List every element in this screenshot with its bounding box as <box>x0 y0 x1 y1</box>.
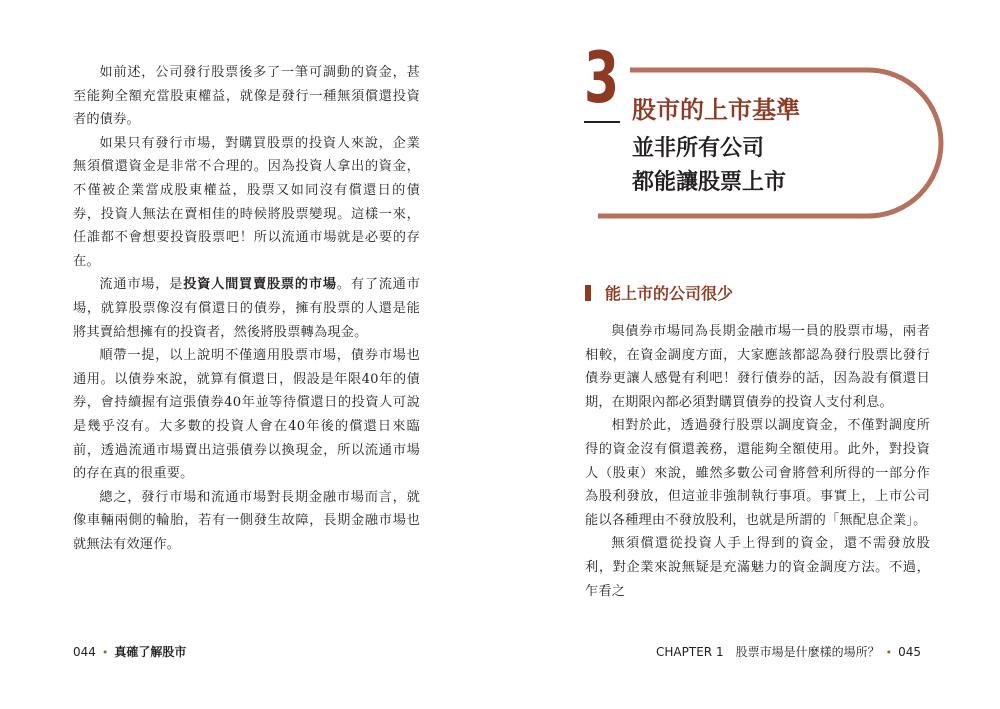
paragraph: 與債券市場同為長期金融市場一員的股票市場，兩者相較，在資金調度方面，大家應該都認為發行股票比發行債券更讓人感覺有利吧！發行債券的話，因為設有償還日期，在期限內都必須對購買債券的投資人支付利息。 <box>585 324 930 410</box>
page-number: 045 <box>898 645 921 659</box>
bullet-icon: • <box>885 646 893 659</box>
chapter-subtitle <box>632 132 786 200</box>
paragraph-lead: 流通市場，是 <box>99 277 184 293</box>
right-body-text <box>585 320 930 603</box>
chapter-number-rule <box>584 121 620 123</box>
page-number: 044 <box>73 645 96 659</box>
section-bar-icon <box>585 285 591 301</box>
paragraph <box>73 273 420 344</box>
section-heading <box>585 283 733 305</box>
section-title: 能上市的公司很少 <box>605 284 734 303</box>
emphasized-text: 投資人間買賣股票的市場 <box>183 277 337 293</box>
paragraph: 總之，發行市場和流通市場對長期金融市場而言，就像車輛兩側的輪胎，若有一側發生故障，長期金融市場也就無法有效運作。 <box>73 489 420 552</box>
paragraph: 如前述，公司發行股票後多了一筆可調動的資金，甚至能夠全額充當股東權益，就像是發行一種無須償還投資者的債券。 <box>73 65 420 128</box>
left-footer <box>73 643 186 660</box>
paragraph-rest: 。有了流通市場，就算股票像沒有償還日的債券，擁有股票的人還是能將其賣給想擁有的投資者，然後將股票轉為現金。 <box>73 277 421 340</box>
chapter-subtitle-line: 並非所有公司 <box>632 136 765 161</box>
paragraph: 如果只有發行市場，對購買股票的投資人來說，企業無須償還資金是非常不合理的。因為投資人拿出的資金，不僅被企業當成股東權益，股票又如同沒有償還日的債券，投資人無法在賣相佳的時候將股票變現。這樣一來，任誰都不會想要投資股票吧！所以流通市場就是必要的存在。 <box>73 135 420 269</box>
left-body-text <box>73 61 420 556</box>
running-chapter: CHAPTER 1 股票市場是什麼樣的場所？ <box>656 645 880 659</box>
chapter-number: 3 <box>584 37 620 119</box>
paragraph: 相對於此，透過發行股票以調度資金，不僅對調度所得的資金沒有償還義務，還能夠全額使用。此外，對投資人（股東）來說，雖然多數公司會將營利所得的一部分作為股利發放，但這並非強制執行事項。事實上，上市公司能以各種理由不發放股利，也就是所謂的「無配息企業」。 <box>585 418 930 528</box>
paragraph: 順帶一提，以上說明不僅適用股票市場，債券市場也通用。以債券來說，就算有償還日，假設是年限40年的債券，會持續握有這張債券40年並等待償還日的投資人可說是幾乎沒有。大多數的投資人會在40年後的償還日來臨前，透過流通市場賣出這張債券以換現金，所以流通市場的存在真的很重要。 <box>73 348 420 482</box>
right-footer <box>656 643 921 660</box>
chapter-title: 股市的上市基準 <box>632 96 800 124</box>
chapter-subtitle-line: 都能讓股票上市 <box>632 170 787 195</box>
paragraph: 無須償還從投資人手上得到的資金，還不需發放股利，對企業來說無疑是充滿魅力的資金調度方法。不過，乍看之 <box>585 536 930 599</box>
running-title: 真確了解股市 <box>114 645 187 659</box>
bullet-icon: • <box>101 646 109 659</box>
